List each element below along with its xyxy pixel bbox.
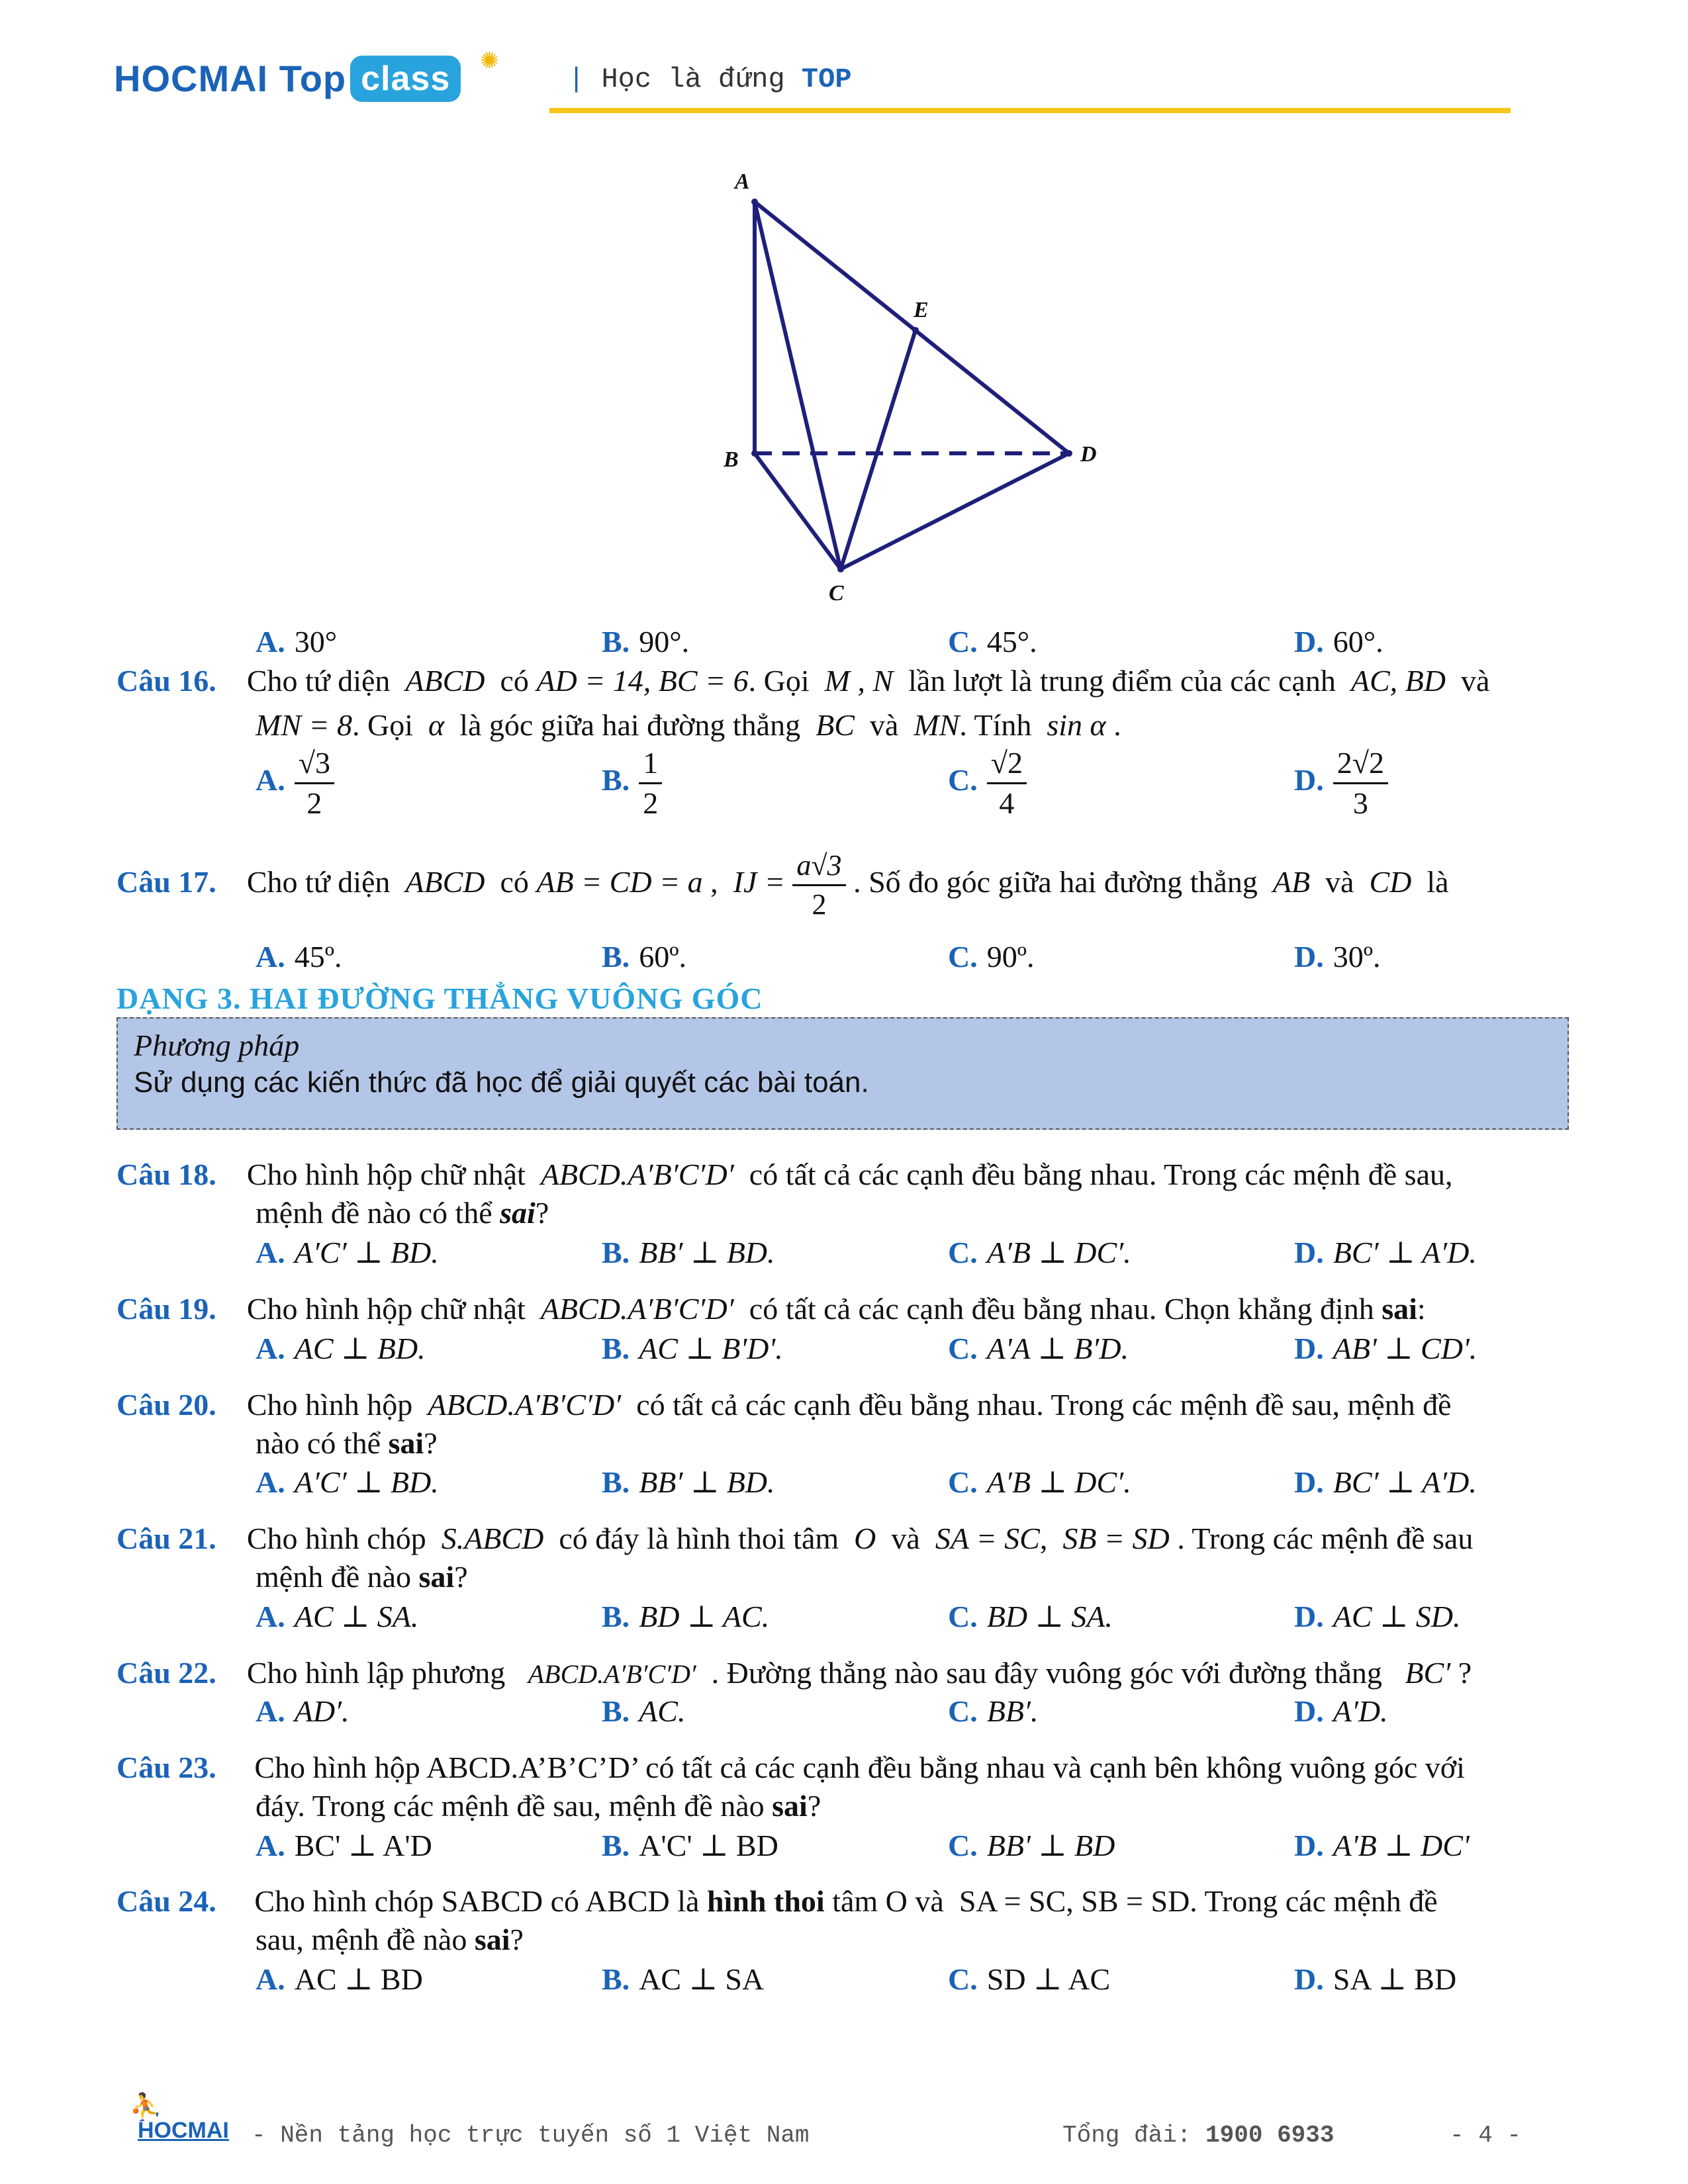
q17-option-a[interactable]: A. 45º. (256, 940, 342, 974)
q21-option-b[interactable]: B. BD ⊥ AC. (602, 1600, 770, 1633)
q19-option-d[interactable]: D. AB' ⊥ CD'. (1294, 1332, 1477, 1365)
q16-label: Câu 16. (117, 664, 216, 698)
slogan-top: TOP (801, 64, 852, 95)
q20-option-b[interactable]: B. BB′ ⊥ BD. (602, 1465, 775, 1499)
q18-option-c[interactable]: C. A′B ⊥ DC′. (948, 1236, 1131, 1269)
label-b: B (724, 447, 739, 472)
brand-logo[interactable] (114, 57, 461, 103)
q23-option-c[interactable]: C. BB' ⊥ BD (948, 1829, 1115, 1862)
q24-line-2: sau, mệnh đề nào sai? (256, 1923, 524, 1956)
q19-option-a[interactable]: A. AC ⊥ BD. (256, 1332, 426, 1365)
q18-line-1: Câu 18. Cho hình hộp chữ nhật ABCD.A′B′C′D′ có tất cả các cạnh đều bằng nhau. Trong các mệnh đề sau, (117, 1158, 1453, 1191)
q19-label: Câu 19. (117, 1292, 216, 1326)
q15-option-a[interactable]: A. 30° (256, 625, 338, 659)
tetrahedron-figure (715, 169, 1112, 606)
q22-option-d[interactable]: D. A′D. (1294, 1694, 1388, 1728)
q24-option-b[interactable]: B. AC ⊥ SA (602, 1962, 765, 1996)
footer-logo[interactable]: HOCMAI (138, 2118, 229, 2143)
q20-line-1: Câu 20. Cho hình hộp ABCD.A′B′C′D′ có tất cả các cạnh đều bằng nhau. Trong các mệnh đề sau, mệnh đề (117, 1388, 1452, 1422)
q21-option-d[interactable]: D. AC ⊥ SD. (1294, 1600, 1461, 1633)
logo-main: HOCMAI (114, 58, 269, 99)
q21-option-a[interactable]: A. AC ⊥ SA. (256, 1600, 419, 1633)
method-title: Phương pháp (134, 1028, 300, 1062)
q23-line-2: đáy. Trong các mệnh đề sau, mệnh đề nào sai? (256, 1789, 821, 1823)
q17-label: Câu 17. (117, 865, 216, 899)
q19-line-1: Câu 19. Cho hình hộp chữ nhật ABCD.A′B′C′D′ có tất cả các cạnh đều bằng nhau. Chọn khẳng định sai: (117, 1292, 1426, 1326)
logo-top: Top (279, 58, 347, 99)
q20-option-a[interactable]: A. A′C′ ⊥ BD. (256, 1465, 439, 1499)
q16-option-c[interactable]: C. $\frac{√2}{4}$ (948, 748, 1027, 819)
method-box (117, 1017, 1569, 1130)
hotline-number: 1900 6933 (1205, 2122, 1335, 2149)
edge-ce (841, 330, 915, 569)
q20-line-2: nào có thể sai? (256, 1426, 438, 1460)
q15-option-c[interactable]: C. 45°. (948, 625, 1037, 659)
q16-option-a[interactable]: A. $\frac{√3}{2}$ (256, 748, 334, 819)
label-e: E (914, 298, 929, 322)
q16-option-d[interactable]: D. $\frac{2√2}{3}$ (1294, 748, 1388, 819)
q24-line-1: Câu 24. Cho hình chóp SABCD có ABCD là hình thoi tâm O và SA = SC, SB = SD. Trong các mệnh đề (117, 1884, 1438, 1918)
q21-label: Câu 21. (117, 1522, 216, 1555)
header-divider (549, 108, 1511, 113)
section-title: DẠNG 3. HAI ĐƯỜNG THẲNG VUÔNG GÓC (117, 981, 763, 1015)
q21-option-c[interactable]: C. BD ⊥ SA. (948, 1600, 1113, 1633)
q23-line-1: Câu 23. Cho hình hộp ABCD.A’B’C’D’ có tất cả các cạnh đều bằng nhau và cạnh bên không vuông góc với (117, 1751, 1465, 1784)
header-slogan (568, 64, 852, 95)
q18-option-a[interactable]: A. A′C′ ⊥ BD. (256, 1236, 439, 1269)
q21-line-1: Câu 21. Cho hình chóp S.ABCD có đáy là hình thoi tâm O và SA = SC, SB = SD . Trong các mệnh đề sau (117, 1522, 1474, 1555)
q19-option-b[interactable]: B. AC ⊥ B'D'. (602, 1332, 783, 1365)
q23-option-d[interactable]: D. A'B ⊥ DC' (1294, 1829, 1470, 1862)
sun-icon: ✺ (480, 49, 499, 73)
q20-option-c[interactable]: C. A′B ⊥ DC′. (948, 1465, 1131, 1499)
q22-option-b[interactable]: B. AC. (602, 1694, 686, 1728)
q18-option-b[interactable]: B. BB′ ⊥ BD. (602, 1236, 775, 1269)
q18-label: Câu 18. (117, 1158, 216, 1191)
q22-option-a[interactable]: A. AD′. (256, 1694, 350, 1728)
label-c: C (829, 581, 844, 606)
q22-label: Câu 22. (117, 1656, 216, 1690)
edge-ad (755, 202, 1069, 453)
q16-line-1: Câu 16. Cho tứ diện ABCD có AD = 14, BC = 6. Gọi M , N lần lượt là trung điểm của các cạnh AC, BD và (117, 664, 1490, 698)
q17-option-d[interactable]: D. 30º. (1294, 940, 1381, 974)
q21-line-2: mệnh đề nào sai? (256, 1560, 468, 1594)
q23-option-b[interactable]: B. A'C' ⊥ BD (602, 1829, 778, 1862)
q24-option-a[interactable]: A. AC ⊥ BD (256, 1962, 423, 1996)
q17-option-b[interactable]: B. 60º. (602, 940, 686, 974)
q16-line-2: MN = 8. Gọi α là góc giữa hai đường thẳng BC và MN. Tính sin α . (256, 708, 1121, 742)
footer-tagline: - Nền tảng học trực tuyến số 1 Việt Nam (252, 2122, 810, 2149)
q24-label: Câu 24. (117, 1884, 216, 1918)
q24-option-d[interactable]: D. SA ⊥ BD (1294, 1962, 1457, 1996)
q15-option-d[interactable]: D. 60°. (1294, 625, 1383, 659)
q15-option-b[interactable]: B. 90°. (602, 625, 690, 659)
q19-option-c[interactable]: C. A'A ⊥ B′D. (948, 1332, 1129, 1365)
q17-option-c[interactable]: C. 90º. (948, 940, 1035, 974)
q17-line: Câu 17. Cho tứ diện ABCD có AB = CD = a , IJ = $\frac{a√3}{2}$ . Số đo góc giữa hai đường thẳng AB và CD là (117, 849, 1449, 921)
q18-option-d[interactable]: D. BC′ ⊥ A′D. (1294, 1236, 1477, 1269)
q18-line-2: mệnh đề nào có thể sai? (256, 1196, 549, 1230)
q24-option-c[interactable]: C. SD ⊥ AC (948, 1962, 1111, 1996)
logo-class: class (350, 56, 461, 102)
label-a: A (735, 169, 750, 194)
slogan-text: Học là đứng (601, 64, 785, 95)
q23-label: Câu 23. (117, 1751, 216, 1784)
edge-cd (841, 453, 1069, 569)
q20-label: Câu 20. (117, 1388, 216, 1422)
method-text: Sử dụng các kiến thức đã học để giải quyết các bài toán. (134, 1066, 869, 1099)
slogan-bar: | (568, 64, 585, 95)
q16-option-b[interactable]: B. $\frac{1}{2}$ (602, 748, 662, 819)
q20-option-d[interactable]: D. BC′ ⊥ A′D. (1294, 1465, 1477, 1499)
q22-option-c[interactable]: C. BB′. (948, 1694, 1039, 1728)
page-number: - 4 - (1450, 2122, 1522, 2149)
q23-option-a[interactable]: A. BC' ⊥ A'D (256, 1829, 432, 1862)
q22-line-1: Câu 22. Cho hình lập phương ABCD.A′B′C′D′ . Đường thẳng nào sau đây vuông góc với đường thẳng BC′ ? (117, 1656, 1472, 1690)
people-icon: ⛹ (129, 2092, 162, 2122)
footer-hotline: Tổng đài: 1900 6933 (1062, 2122, 1335, 2149)
label-d: D (1080, 442, 1097, 467)
